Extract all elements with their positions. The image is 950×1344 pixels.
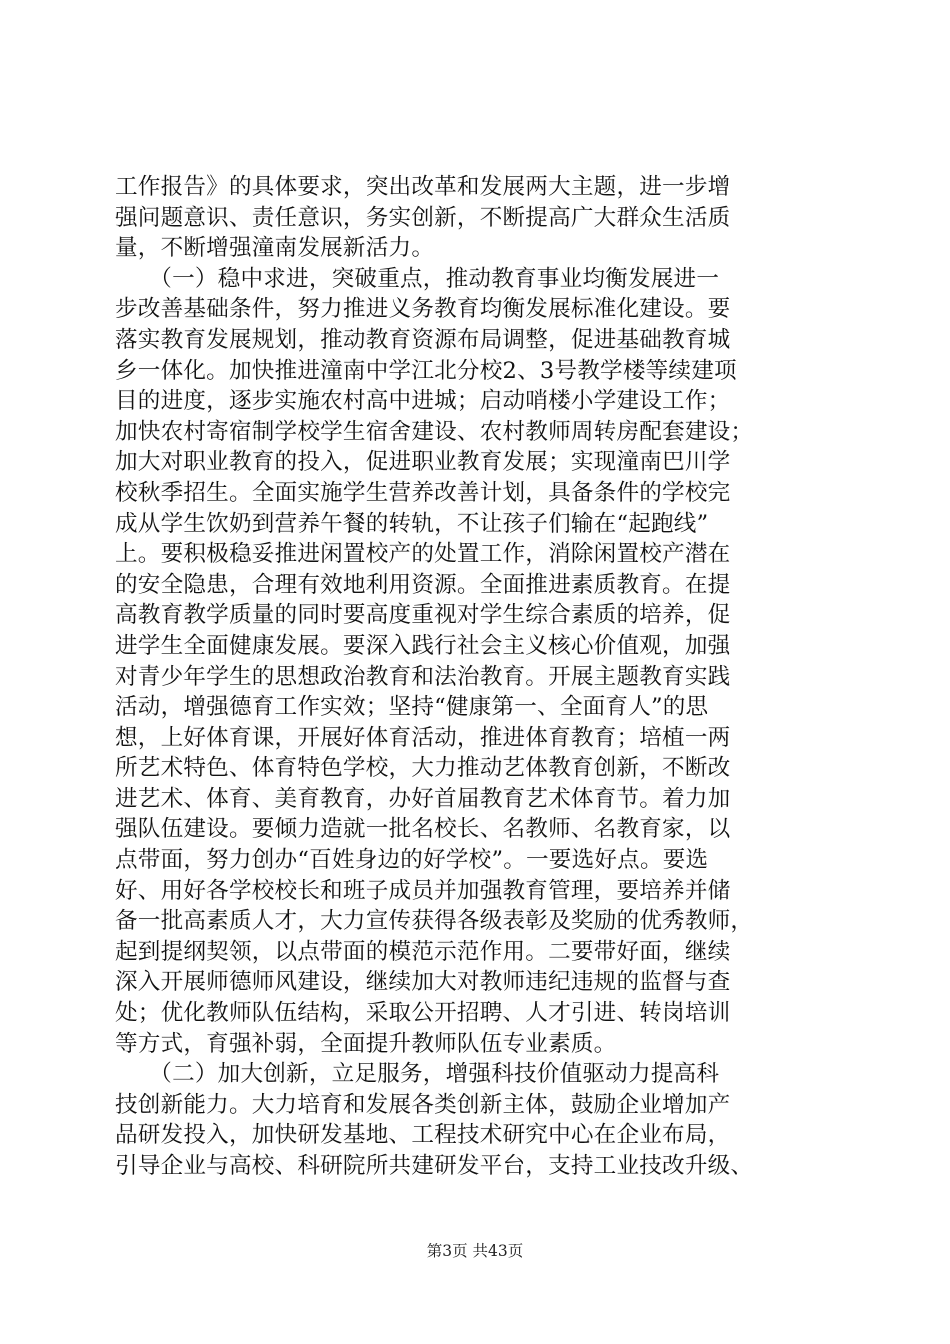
text-line: 处；优化教师队伍结构，采取公开招聘、人才引进、转岗培训 (115, 1000, 731, 1027)
text-line: 深入开展师德师风建设，继续加大对教师违纪违规的监督与查 (115, 969, 731, 996)
document-body (115, 172, 835, 1182)
text-line: 加大对职业教育的投入，促进职业教育发展；实现潼南巴川学 (115, 449, 731, 476)
text-line: 高教育教学质量的同时要高度重视对学生综合素质的培养，促 (115, 602, 731, 629)
text-line: 想，上好体育课，开展好体育活动，推进体育教育；培植一两 (115, 724, 731, 751)
text-line: 加快农村寄宿制学校学生宿舍建设、农村教师周转房配套建设； (115, 418, 754, 445)
text-line: 步改善基础条件，努力推进义务教育均衡发展标准化建设。要 (115, 296, 731, 323)
text-line: 所艺术特色、体育特色学校，大力推动艺体教育创新，不断改 (115, 755, 731, 782)
text-line: 技创新能力。大力培育和发展各类创新主体，鼓励企业增加产 (115, 1091, 731, 1118)
page-number-footer: 第3页 共43页 (426, 1242, 524, 1260)
text-line: 备一批高素质人才，大力宣传获得各级表彰及奖励的优秀教师， (115, 908, 754, 935)
text-line: 进学生全面健康发展。要深入践行社会主义核心价值观，加强 (115, 632, 731, 659)
text-line: （二）加大创新，立足服务，增强科技价值驱动力提高科 (115, 1061, 720, 1088)
text-line: 工作报告》的具体要求，突出改革和发展两大主题，进一步增 (115, 174, 731, 200)
text-line: 进艺术、体育、美育教育，办好首届教育艺术体育节。着力加 (115, 785, 731, 812)
text-line: 起到提纲契领，以点带面的模范示范作用。二要带好面，继续 (115, 938, 731, 965)
text-line: 目的进度，逐步实施农村高中进城；启动哨楼小学建设工作； (115, 388, 731, 415)
text-line: 上。要积极稳妥推进闲置校产的处置工作，消除闲置校产潜在 (115, 541, 731, 568)
text-line: 品研发投入，加快研发基地、工程技术研究中心在企业布局， (115, 1122, 731, 1149)
text-line: 强队伍建设。要倾力造就一批名校长、名教师、名教育家，以 (115, 816, 731, 843)
text-line: 量，不断增强潼南发展新活力。 (115, 235, 435, 262)
text-line: 落实教育发展规划，推动教育资源布局调整，促进基础教育城 (115, 326, 731, 353)
text-line: 点带面，努力创办“百姓身边的好学校”。一要选好点。要选 (115, 847, 709, 874)
text-line: 好、用好各学校校长和班子成员并加强教育管理，要培养并储 (115, 877, 731, 904)
text-line: 乡一体化。加快推进潼南中学江北分校2、3号教学楼等续建项 (115, 357, 737, 384)
text-line: 引导企业与高校、科研院所共建研发平台，支持工业技改升级、 (115, 1153, 754, 1179)
text-line: （一）稳中求进，突破重点，推动教育事业均衡发展进一 (115, 265, 720, 292)
text-line: 成从学生饮奶到营养午餐的转轨，不让孩子们输在“起跑线” (115, 510, 709, 537)
text-line: 校秋季招生。全面实施学生营养改善计划，具备条件的学校完 (115, 479, 731, 506)
text-line: 等方式，育强补弱，全面提升教师队伍专业素质。 (115, 1030, 617, 1057)
text-line: 的安全隐患，合理有效地利用资源。全面推进素质教育。在提 (115, 571, 731, 598)
text-line: 对青少年学生的思想政治教育和法治教育。开展主题教育实践 (115, 663, 731, 690)
text-line: 强问题意识、责任意识，务实创新，不断提高广大群众生活质 (115, 204, 731, 231)
text-line: 活动，增强德育工作实效；坚持“健康第一、全面育人”的思 (115, 694, 709, 721)
